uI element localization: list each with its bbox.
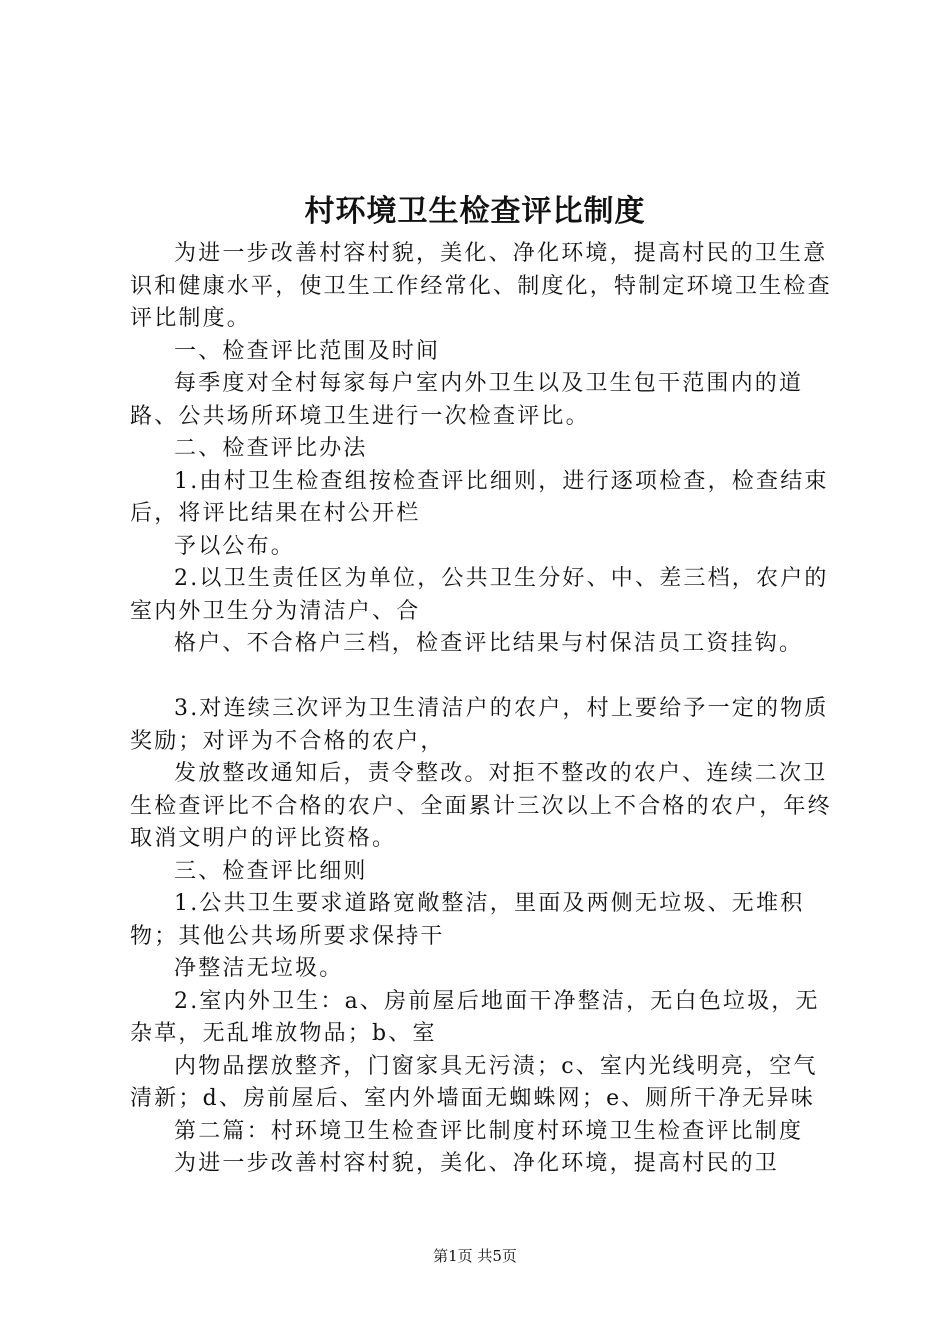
paragraph: 予以公布。	[174, 533, 296, 559]
section-heading-2: 二、检查评比办法	[174, 436, 368, 461]
paragraph: 3.对连续三次评为卫生清洁户的农户，村上要给予一定的物质奖励；对评为不合格的农户，	[130, 696, 829, 754]
paragraph: 格户、不合格户三档，检查评比结果与村保洁员工资挂钩。	[174, 631, 804, 656]
document-body	[130, 238, 835, 1181]
section-heading-1: 一、检查评比范围及时间	[174, 338, 441, 364]
paragraph-intro: 为进一步改善村容村貌，美化、净化环境，提高村民的卫生意识和健康水平，使卫生工作经常化、制度化，特制定环境卫生检查评比制度。	[130, 241, 832, 331]
document-title: 村环境卫生检查评比制度	[304, 194, 646, 229]
paragraph: 净整洁无垃圾。	[174, 956, 344, 981]
paragraph: 每季度对全村每家每户室内外卫生以及卫生包干范围内的道路、公共场所环境卫生进行一次检查评比。	[130, 371, 804, 429]
paragraph: 第二篇：村环境卫生检查评比制度村环境卫生检查评比制度	[174, 1118, 804, 1144]
paragraph: 2.以卫生责任区为单位，公共卫生分好、中、差三档，农户的室内外卫生分为清洁户、合	[130, 566, 829, 624]
blank-line	[130, 661, 835, 694]
paragraph: 内物品摆放整齐，门窗家具无污渍；c、室内光线明亮，空气清新；d、房前屋后、室内外墙面无蜘蛛网；e、厕所干净无异味	[130, 1053, 818, 1111]
paragraph: 为进一步改善村容村貌，美化、净化环境，提高村民的卫	[174, 1151, 780, 1176]
page-footer: 第1页 共5页	[433, 1247, 517, 1265]
paragraph: 发放整改通知后，责令整改。对拒不整改的农户、连续二次卫生检查评比不合格的农户、全面累计三次以上不合格的农户，年终取消文明户的评比资格。	[130, 761, 832, 851]
paragraph: 1.由村卫生检查组按检查评比细则，进行逐项检查，检查结束后，将评比结果在村公开栏	[130, 468, 829, 526]
paragraph: 2.室内外卫生：a、房前屋后地面干净整洁，无白色垃圾，无杂草，无乱堆放物品；b、室	[130, 988, 820, 1046]
section-heading-3: 三、检查评比细则	[174, 858, 368, 884]
paragraph: 1.公共卫生要求道路宽敞整洁，里面及两侧无垃圾、无堆积物；其他公共场所要求保持干	[130, 891, 805, 949]
